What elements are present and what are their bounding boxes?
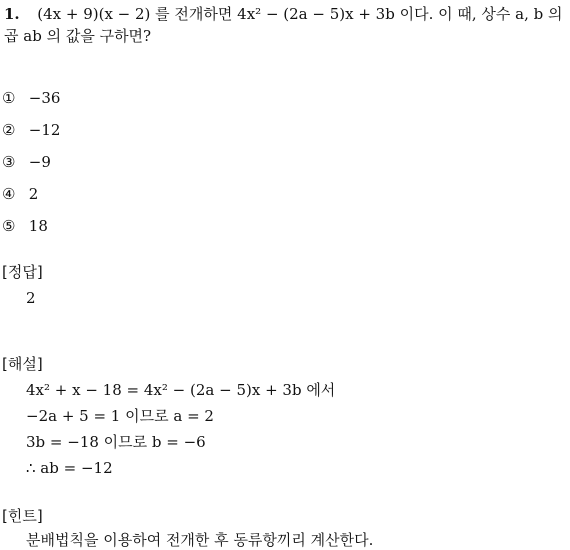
problem-line-1 [4, 4, 562, 24]
explanation-line-2: −2a + 5 = 1 이므로 a = 2 [26, 407, 214, 425]
choice-1-mark: ① [2, 89, 16, 107]
explanation-line-4: ∴ ab = −12 [26, 459, 113, 477]
hint-label: [힌트] [2, 507, 43, 525]
explanation-line-1: 4x² + x − 18 = 4x² − (2a − 5)x + 3b 에서 [26, 381, 336, 399]
choice-4[interactable] [2, 184, 38, 204]
choice-3-value: −9 [28, 153, 51, 171]
choice-5-value: 18 [28, 217, 48, 235]
choice-1[interactable] [2, 88, 60, 108]
answer-label: [정답] [2, 263, 43, 281]
problem-number: 1. [4, 5, 20, 23]
explanation-line-3: 3b = −18 이므로 b = −6 [26, 433, 206, 451]
problem-text-line-2: 곱 ab 의 값을 구하면? [4, 27, 152, 45]
choice-3-mark: ③ [2, 153, 16, 171]
problem-text-line-1: (4x + 9)(x − 2) 를 전개하면 4x² − (2a − 5)x + 3b 이다. 이 때, 상수 a, b 의 [37, 5, 563, 23]
choice-3[interactable] [2, 152, 51, 172]
hint-text: 분배법칙을 이용하여 전개한 후 동류항끼리 계산한다. [26, 531, 374, 549]
choice-1-value: −36 [28, 89, 61, 107]
choice-2-mark: ② [2, 121, 16, 139]
problem-line-2 [4, 26, 151, 46]
explanation-label: [해설] [2, 355, 43, 373]
choice-5-mark: ⑤ [2, 217, 16, 235]
choice-5[interactable] [2, 216, 48, 236]
choice-2[interactable] [2, 120, 60, 140]
choice-4-value: 2 [28, 185, 39, 203]
choice-4-mark: ④ [2, 185, 16, 203]
choice-2-value: −12 [28, 121, 61, 139]
answer-value: 2 [26, 289, 36, 307]
